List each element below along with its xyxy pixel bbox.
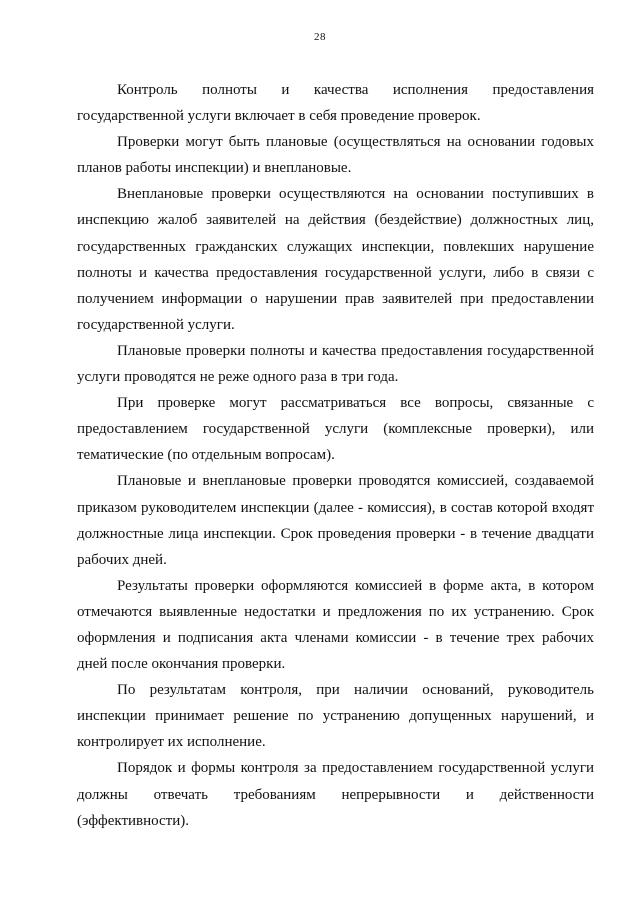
paragraph-control-requirements: Порядок и формы контроля за предоставлением государственной услуги должны отвечать требованиям непрерывности и действенности <box>77 760 594 803</box>
paragraph-control-requirements-tail: (эффективности). <box>77 812 189 829</box>
paragraph-control-outcome: По результатам контроля, при наличии оснований, руководитель инспекции принимает решение по устранению допущенных нарушений, и контролирует их исполнение. <box>77 682 594 751</box>
paragraph-inspection-results: Результаты проверки оформляются комиссией в форме акта, в котором отмечаются выявленные недостатки и предложения по их устранению. Срок оформления и подписания акта членами комиссии - в течение трех рабочих дней после окончания проверки. <box>77 577 594 673</box>
page-number: 28 <box>314 31 326 43</box>
paragraph-unplanned-inspections: Внеплановые проверки осуществляются на основании поступивших в инспекцию жалоб заявителей на действия (бездействие) должностных лиц, государственных гражданских служащих инспекции, повлекших нарушение полноты и качества предоставления государственной услуги, либо в связи с получением информации о нарушении прав заявителей при предоставлении государственной услуги. <box>77 186 594 333</box>
paragraph-control-scope: Контроль полноты и качества исполнения предоставления государственной услуги включает в себя проведение проверок. <box>77 82 594 125</box>
paragraph-planned-frequency: Плановые проверки полноты и качества предоставления государственной услуги проводятся не реже одного раза в три года. <box>77 342 594 386</box>
paragraph-inspection-types: Проверки могут быть плановые (осуществляться на основании годовых планов работы инспекции) и внеплановые. <box>77 134 594 177</box>
document-body <box>77 77 594 834</box>
paragraph-commission: Плановые и внеплановые проверки проводятся комиссией, создаваемой приказом руководителем инспекции (далее - комиссия), в состав которой входят должностные лица инспекции. Срок проведения проверки - в течение двадцати рабочих дней. <box>77 473 594 568</box>
paragraph-inspection-questions: При проверке могут рассматриваться все вопросы, связанные с предоставлением государственной услуги (комплексные проверки), или тематические (по отдельным вопросам). <box>77 395 594 464</box>
